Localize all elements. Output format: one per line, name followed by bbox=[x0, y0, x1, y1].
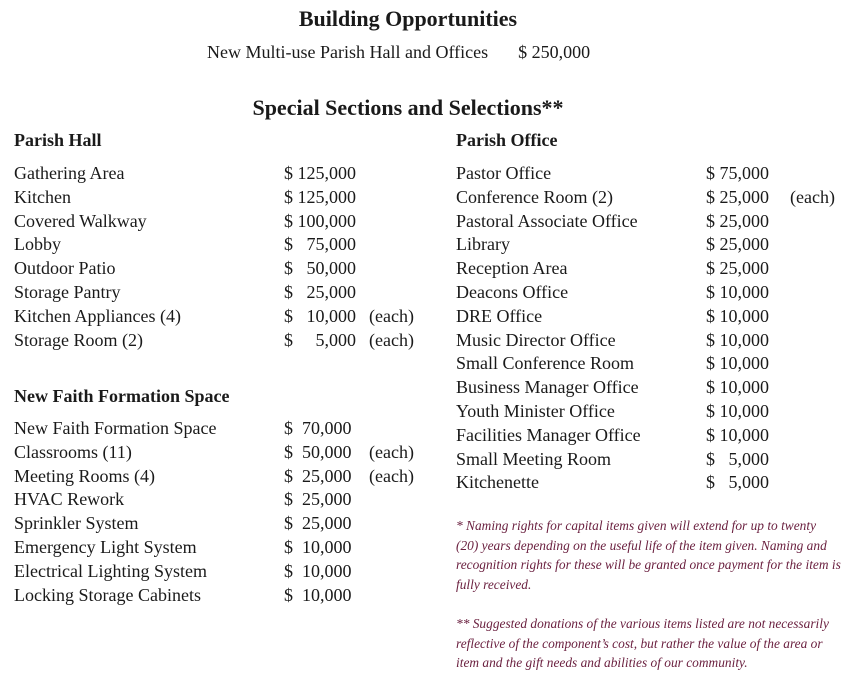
item-name: Deacons Office bbox=[456, 281, 569, 302]
item-each: (each) bbox=[369, 305, 414, 326]
item-name: Kitchenette bbox=[456, 472, 539, 493]
page-title: Building Opportunities bbox=[298, 6, 518, 31]
naming-rights-note: * Naming rights for capital items given will extend for up to twenty (20) years depending on the useful life of the item given. Naming and recognition rights for these will be granted once payment for the item is fully received. bbox=[456, 518, 841, 592]
list-item bbox=[456, 186, 846, 210]
item-price: $ 125,000 bbox=[284, 163, 356, 183]
list-item bbox=[14, 305, 434, 329]
item-price: $ 10,000 bbox=[706, 329, 769, 350]
item-name: Lobby bbox=[14, 234, 61, 255]
list-item bbox=[14, 210, 434, 234]
list-item bbox=[14, 536, 434, 560]
item-name: New Faith Formation Space bbox=[14, 418, 217, 438]
item-price: $ 25,000 bbox=[706, 210, 769, 231]
item-price: $ 25,000 bbox=[284, 489, 352, 510]
item-name: Emergency Light System bbox=[14, 536, 197, 557]
item-price: $ 25,000 bbox=[706, 186, 769, 207]
item-price: $ 10,000 bbox=[706, 400, 769, 421]
list-item bbox=[456, 210, 846, 234]
item-price: $ 25,000 bbox=[284, 465, 352, 486]
list-item bbox=[14, 329, 434, 353]
item-price: $ 25,000 bbox=[706, 234, 769, 255]
faith-formation-list bbox=[14, 417, 434, 607]
item-name: Business Manager Office bbox=[456, 377, 639, 398]
parish-hall-offices-amount: $ 250,000 bbox=[518, 42, 591, 62]
item-name: Small Conference Room bbox=[456, 353, 634, 374]
item-price: $ 5,000 bbox=[706, 472, 769, 493]
item-name: Kitchen bbox=[14, 186, 71, 207]
item-price: $ 25,000 bbox=[284, 281, 356, 302]
item-each: (each) bbox=[369, 441, 414, 462]
item-price: $ 25,000 bbox=[706, 258, 769, 279]
item-each: (each) bbox=[369, 465, 414, 486]
item-name: Facilities Manager Office bbox=[456, 424, 641, 445]
list-item bbox=[456, 257, 846, 281]
list-item bbox=[456, 329, 846, 353]
parish-hall-offices-line bbox=[207, 42, 590, 63]
item-name: Conference Room (2) bbox=[456, 186, 613, 207]
item-name: Kitchen Appliances (4) bbox=[14, 305, 181, 326]
list-item bbox=[14, 417, 434, 441]
item-name: Outdoor Patio bbox=[14, 258, 116, 279]
parish-office-list bbox=[456, 162, 846, 495]
item-price: $ 10,000 bbox=[706, 353, 769, 374]
item-price: $ 75,000 bbox=[706, 163, 769, 183]
item-name: Electrical Lighting System bbox=[14, 560, 207, 581]
list-item bbox=[14, 512, 434, 536]
list-item bbox=[14, 560, 434, 584]
donation-note: ** Suggested donations of the various items listed are not necessarily reflective of the component’s cost, but rather the value of the area or item and the gift needs and abilities of our community. bbox=[456, 616, 829, 670]
item-name: DRE Office bbox=[456, 305, 543, 326]
item-price: $ 10,000 bbox=[284, 560, 352, 581]
item-each: (each) bbox=[369, 329, 414, 350]
special-sections-title: Special Sections and Selections** bbox=[252, 95, 564, 120]
item-name: Pastoral Associate Office bbox=[456, 210, 638, 231]
item-price: $ 125,000 bbox=[284, 186, 356, 207]
list-item bbox=[456, 448, 846, 472]
list-item bbox=[456, 281, 846, 305]
item-price: $ 25,000 bbox=[284, 513, 352, 534]
item-price: $ 10,000 bbox=[706, 281, 769, 302]
item-price: $ 70,000 bbox=[284, 418, 352, 438]
list-item bbox=[456, 400, 846, 424]
item-name: Classrooms (11) bbox=[14, 441, 132, 462]
list-item bbox=[456, 471, 846, 495]
item-name: Reception Area bbox=[456, 258, 568, 279]
list-item bbox=[456, 162, 846, 186]
item-name: HVAC Rework bbox=[14, 489, 125, 510]
item-name: Meeting Rooms (4) bbox=[14, 465, 155, 486]
item-price: $ 10,000 bbox=[706, 424, 769, 445]
parish-office-heading: Parish Office bbox=[456, 130, 558, 150]
item-name: Locking Storage Cabinets bbox=[14, 584, 201, 605]
list-item bbox=[14, 257, 434, 281]
list-item bbox=[456, 352, 846, 376]
item-name: Youth Minister Office bbox=[456, 400, 615, 421]
item-name: Covered Walkway bbox=[14, 210, 147, 231]
list-item bbox=[456, 376, 846, 400]
parish-hall-heading: Parish Hall bbox=[14, 130, 102, 150]
list-item bbox=[14, 465, 434, 489]
item-name: Storage Pantry bbox=[14, 281, 121, 302]
list-item bbox=[14, 162, 434, 186]
item-price: $ 5,000 bbox=[706, 448, 769, 469]
item-name: Small Meeting Room bbox=[456, 448, 611, 469]
item-price: $ 50,000 bbox=[284, 441, 352, 462]
item-name: Gathering Area bbox=[14, 163, 125, 183]
list-item bbox=[456, 424, 846, 448]
item-name: Library bbox=[456, 234, 510, 255]
item-price: $ 10,000 bbox=[706, 305, 769, 326]
list-item bbox=[14, 488, 434, 512]
list-item bbox=[456, 233, 846, 257]
item-name: Storage Room (2) bbox=[14, 329, 143, 350]
list-item bbox=[14, 233, 434, 257]
list-item bbox=[14, 584, 434, 608]
item-price: $ 10,000 bbox=[284, 584, 352, 605]
list-item bbox=[14, 441, 434, 465]
item-each: (each) bbox=[790, 186, 835, 207]
list-item bbox=[456, 305, 846, 329]
item-name: Sprinkler System bbox=[14, 513, 139, 534]
faith-formation-heading: New Faith Formation Space bbox=[14, 386, 230, 406]
item-price: $ 10,000 bbox=[706, 377, 769, 398]
item-name: Music Director Office bbox=[456, 329, 616, 350]
list-item bbox=[14, 281, 434, 305]
item-price: $ 10,000 bbox=[284, 305, 356, 326]
item-price: $ 75,000 bbox=[284, 234, 356, 255]
parish-hall-offices-label: New Multi-use Parish Hall and Offices bbox=[207, 42, 489, 62]
parish-hall-list bbox=[14, 162, 434, 352]
item-price: $ 5,000 bbox=[284, 329, 356, 350]
item-price: $ 10,000 bbox=[284, 536, 352, 557]
list-item bbox=[14, 186, 434, 210]
item-price: $ 50,000 bbox=[284, 258, 356, 279]
item-name: Pastor Office bbox=[456, 163, 552, 183]
item-price: $ 100,000 bbox=[284, 210, 356, 231]
